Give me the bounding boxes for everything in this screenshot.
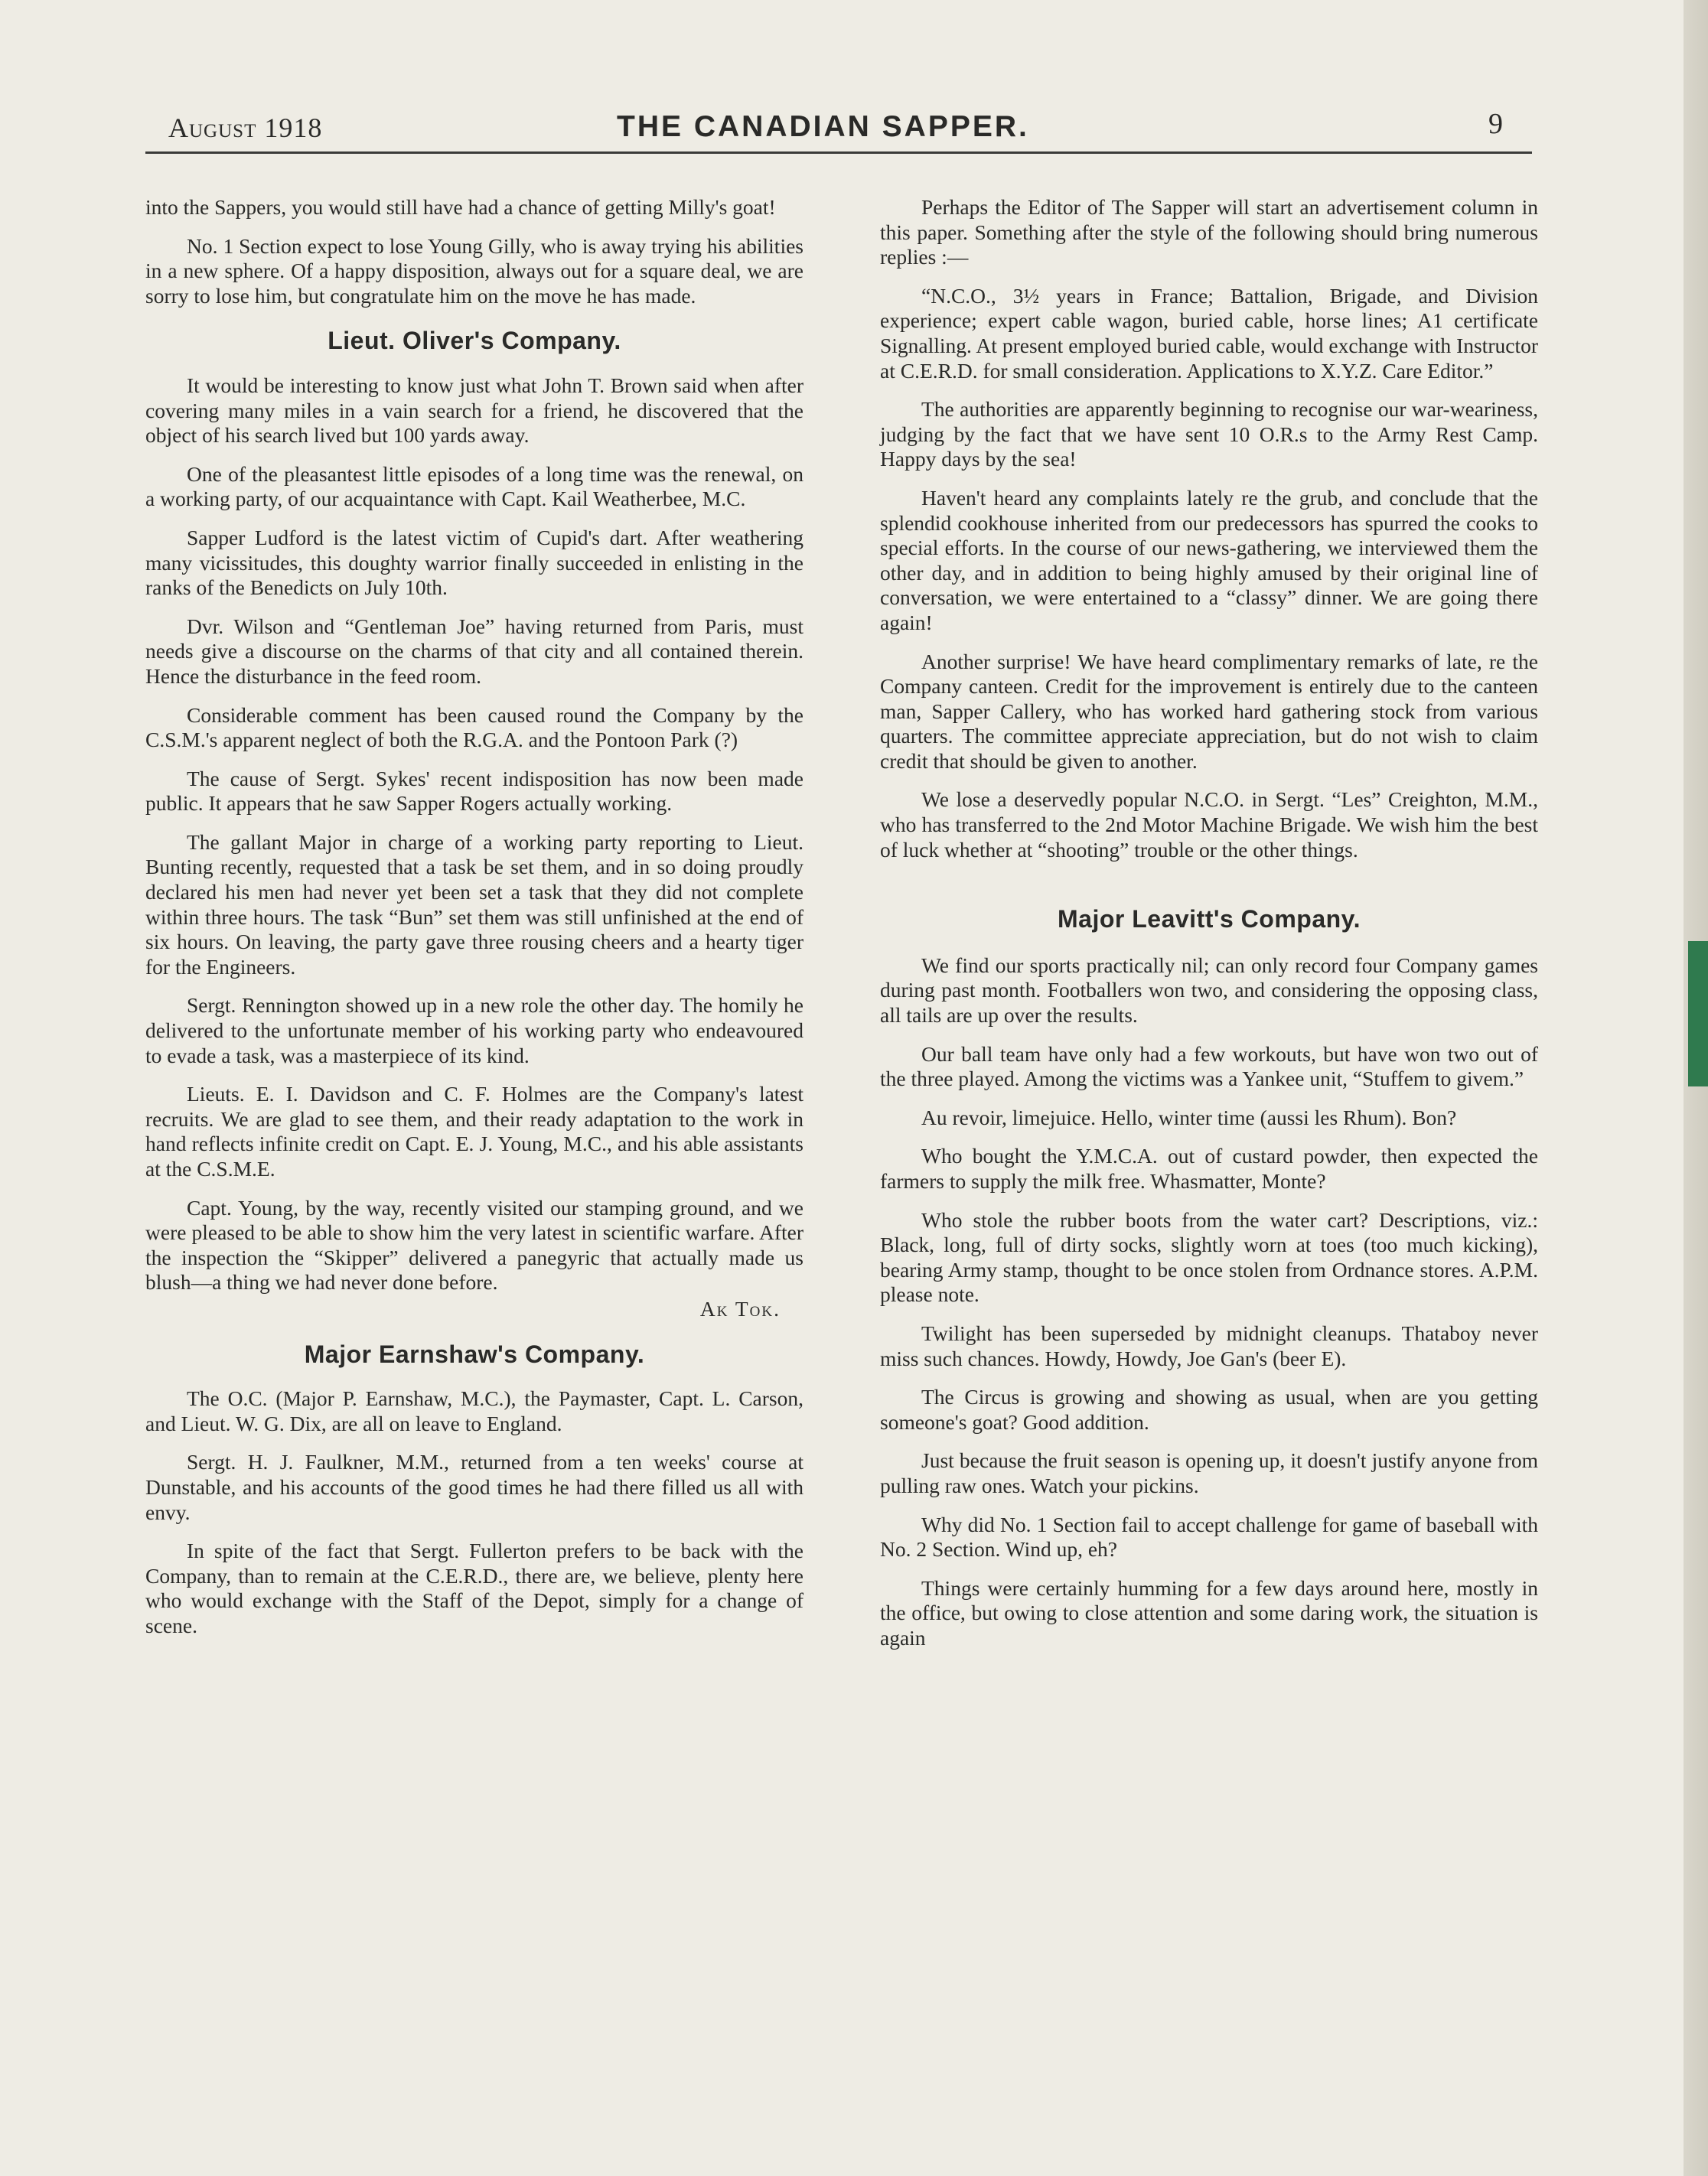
section-heading-earnshaw: Major Earnshaw's Company. bbox=[304, 1340, 645, 1368]
paragraph: Twilight has been superseded by midnight cleanups. Thataboy never miss such chances. Howdy, Howdy, Joe Gan's (beer E). bbox=[880, 1321, 1538, 1370]
signature: Ak Tok. bbox=[699, 1296, 781, 1321]
paragraph: Things were certainly humming for a few days around here, mostly in the office, but owing to close attention and some daring work, the situation is again bbox=[880, 1575, 1538, 1650]
right-column bbox=[880, 195, 1538, 1665]
paragraph: into the Sappers, you would still have had a chance of getting Milly's goat! bbox=[145, 195, 776, 219]
paragraph: Just because the fruit season is opening up, it doesn't justify anyone from pulling raw ones. Watch your pickins. bbox=[880, 1448, 1538, 1497]
publication-title: THE CANADIAN SAPPER. bbox=[617, 110, 1029, 143]
paragraph: One of the pleasantest little episodes of a long time was the renewal, on a working party, of our acquaintance with Capt. Kail Weatherbee, M.C. bbox=[145, 461, 803, 511]
paragraph: Lieuts. E. I. Davidson and C. F. Holmes are the Company's latest recruits. We are glad to see them, and their ready adaptation to the work in hand reflects infinite credit on Capt. E. J. Young, M.C., and his able assistants at the C.S.M.E. bbox=[145, 1082, 803, 1181]
green-tab bbox=[1688, 941, 1708, 1086]
paragraph: Another surprise! We have heard complimentary remarks of late, re the Company canteen. Credit for the improvement is entirely due to the canteen man, Sapper Callery, who has worked hard gathering stock from various quarters. The committee appreciate appreciation, but do not wish to claim credit that should be given to another. bbox=[880, 649, 1538, 773]
paragraph: Who bought the Y.M.C.A. out of custard powder, then expected the farmers to supply the milk free. Whasmatter, Monte? bbox=[880, 1144, 1538, 1193]
issue-date: August 1918 bbox=[168, 112, 323, 143]
paragraph: Sapper Ludford is the latest victim of Cupid's dart. After weathering many vicissitudes, this doughty warrior finally succeeded in enlisting in the ranks of the Benedicts on July 10th. bbox=[145, 525, 803, 600]
header-rule bbox=[145, 151, 1532, 154]
page-header bbox=[168, 107, 1535, 153]
paragraph: “N.C.O., 3½ years in France; Battalion, Brigade, and Division experience; expert cable wagon, buried cable, horse lines; A1 certificate Signalling. At present employed buried cable, would exchange with Instructor at C.E.R.D. for small consideration. Applications to X.Y.Z. Care Editor.” bbox=[880, 283, 1538, 383]
paragraph: The authorities are apparently beginning to recognise our war-weariness, judging by the fact that we have sent 10 O.R.s to the Army Rest Camp. Happy days by the sea! bbox=[880, 397, 1538, 471]
paragraph: The cause of Sergt. Sykes' recent indisposition has now been made public. It appears that he saw Sapper Rogers actually working. bbox=[145, 766, 803, 816]
paragraph: Why did No. 1 Section fail to accept challenge for game of baseball with No. 2 Section. Wind up, eh? bbox=[880, 1512, 1538, 1562]
paragraph: We lose a deservedly popular N.C.O. in Sergt. “Les” Creighton, M.M., who has transferred to the 2nd Motor Machine Brigade. We wish him the best of luck whether at “shooting” trouble or the other things. bbox=[880, 787, 1538, 862]
paragraph: Capt. Young, by the way, recently visited our stamping ground, and we were pleased to be able to show him the very latest in scientific warfare. After the inspection the “Skipper” delivered a panegyric that actually made us blush—a thing we had never done before. bbox=[145, 1195, 803, 1295]
paragraph: Au revoir, limejuice. Hello, winter time (aussi les Rhum). Bon? bbox=[921, 1105, 1457, 1129]
paragraph: Considerable comment has been caused round the Company by the C.S.M.'s apparent neglect of both the R.G.A. and the Pontoon Park (?) bbox=[145, 702, 803, 752]
section-heading-leavitt: Major Leavitt's Company. bbox=[1058, 905, 1361, 933]
paragraph: Our ball team have only had a few workouts, but have won two out of the three played. Among the victims was a Yankee unit, “Stuffem to givem.” bbox=[880, 1041, 1538, 1091]
paragraph: Sergt. H. J. Faulkner, M.M., returned from a ten weeks' course at Dunstable, and his accounts of the good times he had there filled us all with envy. bbox=[145, 1450, 803, 1524]
section-heading-oliver: Lieut. Oliver's Company. bbox=[328, 327, 621, 355]
left-column bbox=[145, 195, 803, 1653]
paragraph: In spite of the fact that Sergt. Fullerton prefers to be back with the Company, than to remain at the C.E.R.D., there are, we believe, plenty here who would exchange with the Staff of the Depot, simply for a change of scene. bbox=[145, 1539, 803, 1637]
page-edge bbox=[1684, 0, 1708, 2176]
paragraph: Who stole the rubber boots from the water cart? Descriptions, viz.: Black, long, full of dirty socks, slightly worn at toes (too much kicking), bearing Army stamp, thought to be once stolen from Ordnance stores. A.P.M. please note. bbox=[880, 1207, 1538, 1307]
paragraph: Dvr. Wilson and “Gentleman Joe” having returned from Paris, must needs give a discourse on the charms of that city and all contained therein. Hence the disturbance in the feed room. bbox=[145, 614, 803, 688]
paragraph: It would be interesting to know just what John T. Brown said when after covering many miles in a vain search for a friend, he discovered that the object of his search lived but 100 yards away. bbox=[145, 373, 803, 448]
paragraph: The Circus is growing and showing as usual, when are you getting someone's goat? Good addition. bbox=[880, 1385, 1538, 1434]
paragraph: The O.C. (Major P. Earnshaw, M.C.), the Paymaster, Capt. L. Carson, and Lieut. W. G. Dix, are all on leave to England. bbox=[145, 1386, 803, 1435]
page-number: 9 bbox=[1488, 108, 1503, 140]
paragraph: Perhaps the Editor of The Sapper will start an advertisement column in this paper. Something after the style of the following should bring numerous replies :— bbox=[880, 195, 1538, 269]
paragraph: We find our sports practically nil; can only record four Company games during past month. Footballers won two, and considering the opposing class, all tails are up over the results. bbox=[880, 953, 1538, 1028]
paragraph: No. 1 Section expect to lose Young Gilly, who is away trying his abilities in a new sphere. Of a happy disposition, always out for a square deal, we are sorry to lose him, but congratulate him on the move he has made. bbox=[145, 233, 803, 308]
paragraph: The gallant Major in charge of a working party reporting to Lieut. Bunting recently, requested that a task be set them, and in so doing proudly declared his men had never yet been set a task that they did not complete within three hours. The task “Bun” set them was still unfinished at the end of six hours. On leaving, the party gave three rousing cheers and a hearty tiger for the Engineers. bbox=[145, 829, 803, 979]
paragraph: Haven't heard any complaints lately re the grub, and conclude that the splendid cookhouse inherited from our predecessors has spurred the cooks to special efforts. In the course of our news-gathering, we interviewed them the other day, and in addition to being highly amused by their original line of conversation, we were entertained to a “classy” dinner. We are going there again! bbox=[880, 485, 1538, 634]
paragraph: Sergt. Rennington showed up in a new role the other day. The homily he delivered to the unfortunate member of his working party who endeavoured to evade a task, was a masterpiece of its kind. bbox=[145, 993, 803, 1067]
